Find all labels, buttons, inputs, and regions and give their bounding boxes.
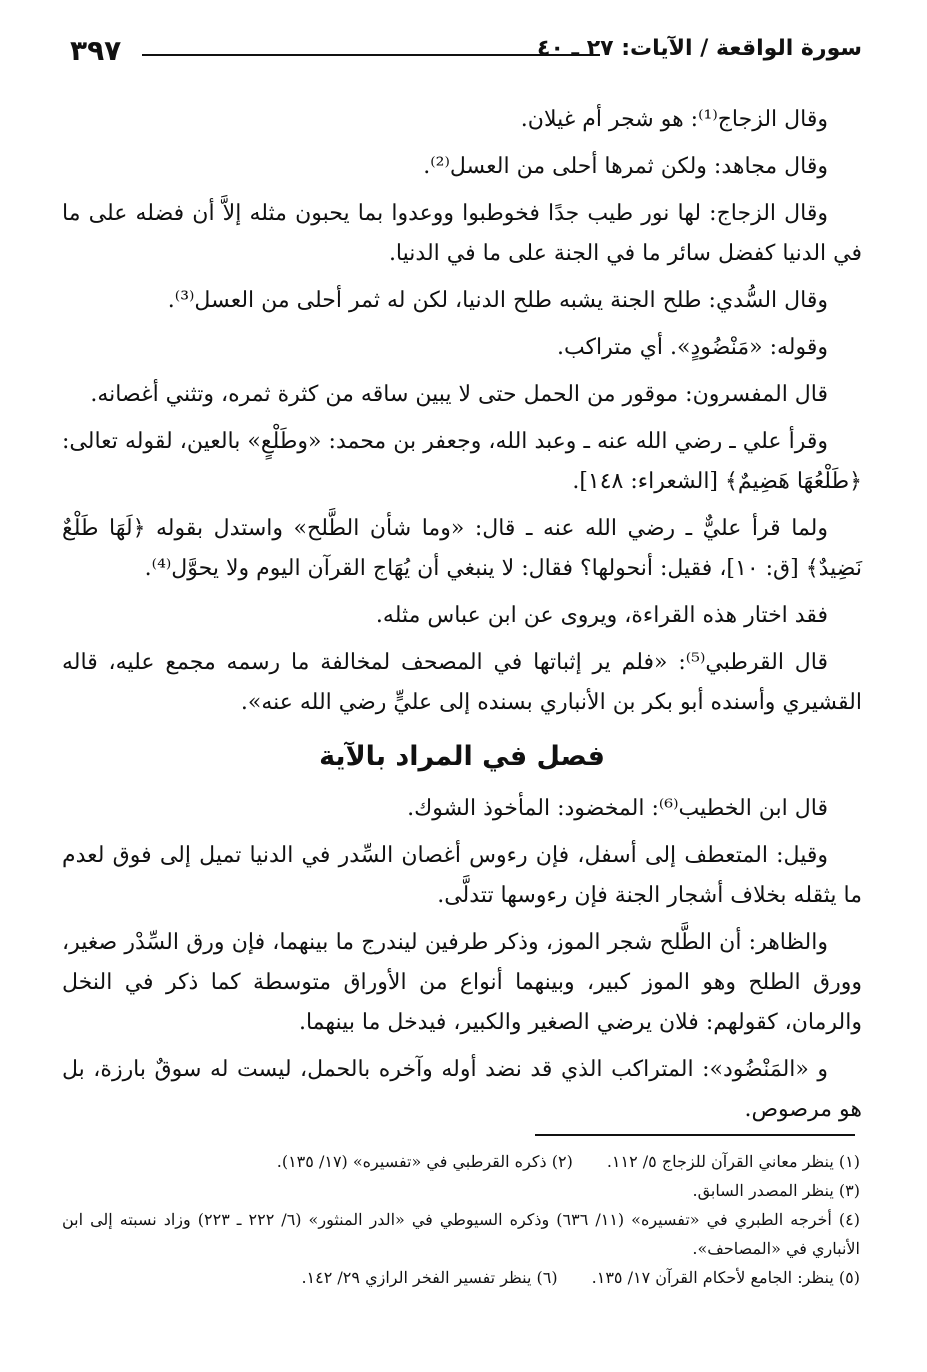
- page-number: ٣٩٧: [70, 34, 122, 67]
- running-title: سورة الواقعة / الآيات: ٢٧ ـ ٤٠: [537, 36, 862, 61]
- footnote-row: [62, 1147, 860, 1176]
- footnote-3: (٣) ينظر المصدر السابق.: [692, 1181, 860, 1200]
- footnote-row: [62, 1263, 860, 1292]
- footnote-6: (٦) ينظر تفسير الفخر الرازي ٢٩/ ١٤٢.: [301, 1268, 558, 1287]
- footnotes: [62, 1147, 860, 1292]
- paragraph: ولما قرأ عليٌّ ـ رضي الله عنه ـ قال: «وما شأن الطَّلح» واستدل بقوله ﴿لَهَا طَلْعٌ نَضِيدٌ﴾ [ق: ١٠]، فقيل: أنحولها؟ فقال: لا ينبغي أن يُهَاج القرآن اليوم ولا يحوَّل⁽⁴⁾.: [62, 516, 862, 581]
- paragraph: قال ابن الخطيب⁽⁶⁾: المخضود: المأخوذ الشوك.: [407, 796, 828, 821]
- section-heading: فصل في المراد بالآية: [319, 741, 605, 772]
- footnote-4: (٤) أخرجه الطبري في «تفسيره» (١١/ ٦٣٦) وذكره السيوطي في «الدر المنثور» (٦/ ٢٢٢ ـ ٢٢٣) وزاد نسبته إلى ابن الأنباري في «المصاحف».: [62, 1210, 860, 1258]
- paragraph: وقال الزجاج⁽¹⁾: هو شجر أم غيلان.: [520, 107, 828, 132]
- paragraph: وقال السُّدي: طلح الجنة يشبه طلح الدنيا، لكن له ثمر أحلى من العسل⁽³⁾.: [167, 288, 828, 313]
- paragraph: وقرأ علي ـ رضي الله عنه ـ وعبد الله، وجعفر بن محمد: «وطَلْعٍ» بالعين، لقوله تعالى: ﴿طَلْعُهَا هَضِيمٌ﴾ [الشعراء: ١٤٨].: [62, 429, 862, 494]
- paragraph: وقال مجاهد: ولكن ثمرها أحلى من العسل⁽²⁾.: [423, 154, 828, 179]
- footnote-1: (١) ينظر معاني القرآن للزجاج ٥/ ١١٢.: [606, 1152, 860, 1171]
- paragraph: وقال الزجاج: لها نور طيب جدًا فخوطبوا ووعدوا بما يحبون مثله إلاَّ أن فضله على ما في الدنيا كفضل سائر ما في الجنة على ما في الدنيا.: [62, 201, 862, 266]
- paragraph: و «المَنْضُود»: المتراكب الذي قد نضد أوله وآخره بالحمل، ليست له سوقٌ بارزة، بل هو مرصوص.: [62, 1057, 862, 1122]
- paragraph: قال القرطبي⁽⁵⁾: «فلم ير إثباتها في المصحف لمخالفة ما رسمه مجمع عليه، قاله القشيري وأسنده أبو بكر بن الأنباري بسنده إلى عليٍّ رضي الله عنه».: [62, 650, 862, 715]
- paragraph: فقد اختار هذه القراءة، ويروى عن ابن عباس مثله.: [375, 603, 828, 628]
- paragraph: والظاهر: أن الطَّلح شجر الموز، وذكر طرفين ليندرج ما بينهما، فإن ورق السِّدْر صغير، وورق الطلح وهو الموز كبير، وبينهما أنواع من الأوراق متوسطة كما ذكر في النخل والرمان، كقولهم: فلان يرضي الصغير والكبير، فيدخل ما بينهما.: [62, 930, 862, 1035]
- footnote-2: (٢) ذكره القرطبي في «تفسيره» (١٧/ ١٣٥).: [276, 1152, 573, 1171]
- paragraph: قال المفسرون: موقور من الحمل حتى لا يبين ساقه من كثرة ثمره، وتثني أغصانه.: [90, 382, 828, 407]
- paragraph: وقوله: «مَنْضُودٍ». أي متراكب.: [556, 335, 828, 360]
- main-text: [62, 100, 862, 1137]
- header-rule: [142, 54, 600, 56]
- running-header: [70, 30, 862, 72]
- footnote-5: (٥) ينظر: الجامع لأحكام القرآن ١٧/ ١٣٥.: [591, 1268, 860, 1287]
- footnote-separator: [535, 1134, 855, 1136]
- footnote-row: [62, 1176, 860, 1205]
- paragraph: وقيل: المتعطف إلى أسفل، فإن رءوس أغصان السِّدر في الدنيا تميل إلى فوق لعدم ما يثقله بخلاف أشجار الجنة فإن رءوسها تتدلَّى.: [62, 843, 862, 908]
